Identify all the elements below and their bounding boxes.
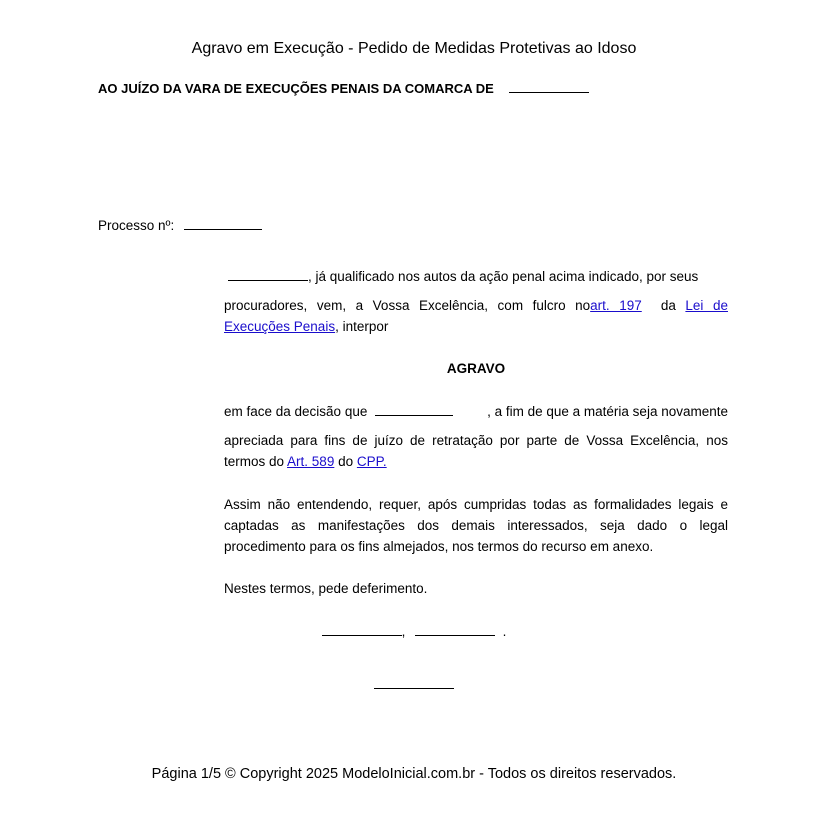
intro-line-1-text: , já qualificado nos autos da ação penal acima indicado, por seus: [308, 269, 699, 284]
paragraph-decision-line-2: apreciada para fins de juízo de retratação por parte de Vossa Excelência, nos: [224, 433, 728, 448]
document-title: Agravo em Execução - Pedido de Medidas Protetivas ao Idoso: [191, 40, 637, 57]
place-date-line: [0, 624, 828, 639]
process-number-line: [98, 218, 262, 233]
decision-do-text: do: [338, 454, 354, 469]
decision-blank: [375, 404, 453, 416]
comarca-blank: [509, 81, 589, 93]
court-heading-text: AO JUÍZO DA VARA DE EXECUÇÕES PENAIS DA COMARCA DE: [98, 81, 494, 96]
paragraph-intro-line-1: [224, 266, 728, 287]
paragraph-decision-line-1: [224, 401, 728, 422]
signature-line: [0, 677, 828, 692]
place-blank: [322, 624, 402, 636]
link-lei-execucoes-penais-part2[interactable]: Execuções Penais: [224, 319, 336, 334]
place-date-end: .: [502, 624, 507, 639]
signature-blank: [374, 677, 454, 689]
decision-line-1-start: em face da decisão que: [224, 404, 368, 419]
link-art-589[interactable]: Art. 589: [287, 454, 335, 469]
link-lei-execucoes-penais-part1[interactable]: Lei de: [685, 298, 728, 313]
intro-da-text: da: [660, 298, 676, 313]
paragraph-decision: [224, 401, 728, 472]
decision-line-3-start: termos do: [224, 454, 285, 469]
paragraph-closing: Nestes termos, pede deferimento.: [224, 581, 428, 596]
process-number-blank: [184, 218, 262, 230]
paragraph-intro-line-2: [224, 295, 728, 316]
decision-line-1-end: , a fim de que a matéria seja novamente: [487, 404, 728, 419]
paragraph-request: Assim não entendendo, requer, após cumpridas todas as formalidades legais e captadas as manifestações dos demais interessados, seja dado o legal procedimento para os fins almejados, nos termos do recurso em anexo.: [224, 497, 728, 554]
link-art-197[interactable]: art. 197: [590, 298, 642, 313]
party-name-blank: [228, 269, 308, 281]
paragraph-intro: [224, 266, 728, 337]
court-heading: [98, 81, 589, 96]
intro-line-3-tail: , interpor: [335, 319, 389, 334]
page-footer: Página 1/5 © Copyright 2025 ModeloInicial.com.br - Todos os direitos reservados.: [151, 766, 677, 782]
link-cpp[interactable]: CPP.: [356, 454, 387, 469]
paragraph-decision-line-3: [224, 451, 728, 472]
process-label: Processo nº:: [98, 218, 175, 233]
section-heading-agravo: AGRAVO: [446, 361, 506, 376]
date-blank: [415, 624, 495, 636]
place-date-separator: ,: [401, 624, 406, 639]
paragraph-intro-line-3: [224, 316, 728, 337]
intro-line-2-text: procuradores, vem, a Vossa Excelência, com fulcro no: [224, 298, 591, 313]
